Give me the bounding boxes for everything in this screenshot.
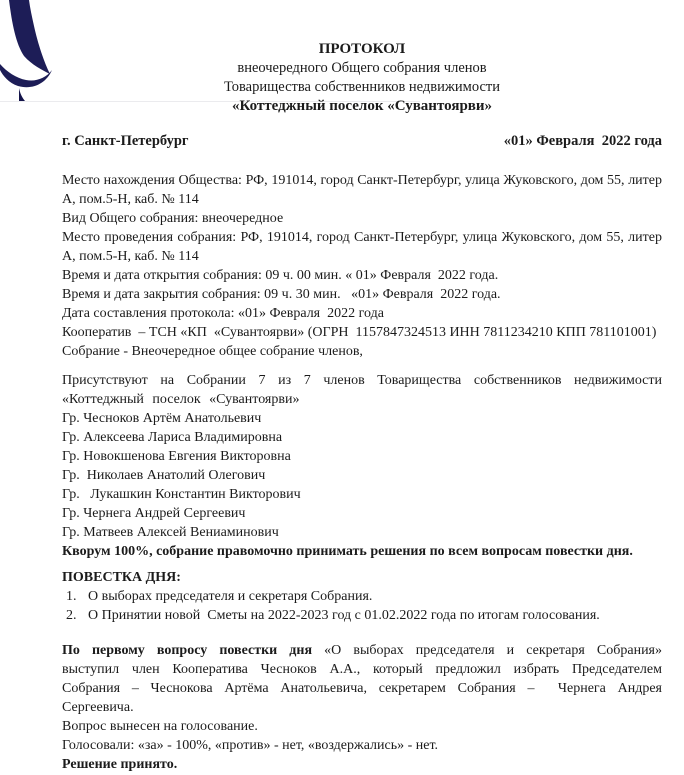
attendees-intro: Присутствуют на Собрании 7 из 7 членов Товарищества собственников недвижимости «Коттеджный поселок «Сувантоярви»: [62, 373, 671, 407]
attendee-item: Гр. Николаев Анатолий Олегович: [62, 468, 266, 483]
vote-called-line: Вопрос вынесен на голосование.: [62, 719, 258, 734]
first-question-paragraph: [62, 641, 671, 717]
document-title: ПРОТОКОЛ: [318, 41, 406, 57]
date-label: «01» Февраля 2022 года: [503, 133, 662, 149]
attendee-item: Гр. Новокшенова Евгения Викторовна: [62, 449, 291, 464]
agenda-item-number: 1.: [66, 589, 77, 604]
attendee-item: Гр. Лукашкин Константин Викторович: [62, 487, 301, 502]
vote-results-line: Голосовали: «за» - 100%, «против» - нет, «воздержались» - нет.: [62, 738, 439, 753]
detail-meeting-type-line: Вид Общего собрания: внеочередное: [62, 211, 284, 226]
detail-location-line: Место нахождения Общества: РФ, 191014, город Санкт-Петербург, улица Жуковского, дом 55, литер А, пом.5-Н, каб. № 114: [62, 173, 666, 207]
agenda-heading: ПОВЕСТКА ДНЯ:: [62, 570, 181, 585]
agenda-item-text: О выборах председателя и секретаря Собрания.: [88, 589, 373, 604]
detail-protocol-date-line: Дата составления протокола: «01» Февраля 2022 года: [62, 306, 384, 321]
agenda-item-number: 2.: [66, 608, 77, 623]
agenda-item-2: [62, 606, 662, 625]
detail-assembly-line: Собрание - Внеочередное общее собрание членов,: [62, 344, 363, 359]
decision-line: Решение принято.: [62, 757, 178, 772]
agenda-item-1: [62, 587, 662, 606]
city-label: г. Санкт-Петербург: [62, 133, 189, 149]
attendee-item: Гр. Алексеева Лариса Владимировна: [62, 430, 283, 445]
document-subtitle-1: внеочередного Общего собрания членов: [237, 60, 487, 76]
attendee-item: Гр. Чернега Андрей Сергеевич: [62, 506, 246, 521]
detail-open-time-line: Время и дата открытия собрания: 09 ч. 00 мин. « 01» Февраля 2022 года.: [62, 268, 499, 283]
document-content: [62, 0, 671, 774]
attendee-item: Гр. Матвеев Алексей Вениаминович: [62, 525, 279, 540]
city-date-row: [62, 132, 662, 151]
first-question-lead: По первому вопросу повестки дня: [62, 643, 313, 658]
agenda-item-text: О Принятии новой Сметы на 2022-2023 год с 01.02.2022 года по итогам голосования.: [88, 608, 600, 623]
attendee-item: Гр. Чесноков Артём Анатольевич: [62, 411, 262, 426]
quorum-statement: Кворум 100%, собрание правомочно принимать решения по всем вопросам повестки дня.: [62, 544, 633, 559]
first-question-section: [62, 641, 671, 774]
document-subtitle-org: «Коттеджный поселок «Сувантоярви»: [231, 98, 493, 114]
sailboat-logo: [0, 0, 60, 105]
detail-cooperative-line: Кооператив – ТСН «КП «Сувантоярви» (ОГРН 1157847324513 ИНН 7811234210 КПП 781101001): [62, 325, 657, 340]
agenda-section: [62, 568, 662, 625]
attendees-section: [62, 371, 671, 561]
document-subtitle-2: Товарищества собственников недвижимости: [224, 79, 500, 95]
detail-close-time-line: Время и дата закрытия собрания: 09 ч. 30 мин. «01» Февраля 2022 года.: [62, 287, 501, 302]
first-question-body: «О выборах председателя и секретаря Собрания» выступил член Кооператива Чесноков А.А., который предложил избрать Председателем Собрания – Чеснокова Артёма Анатольевича, секретарем Собрания – Чернега Андрея Сергеевича.: [62, 643, 671, 715]
document-header: [62, 40, 662, 116]
meeting-details-section: [62, 171, 666, 361]
detail-venue-line: Место проведения собрания: РФ, 191014, город Санкт-Петербург, улица Жуковского, дом 55, литер А, пом.5-Н, каб. № 114: [62, 230, 666, 264]
